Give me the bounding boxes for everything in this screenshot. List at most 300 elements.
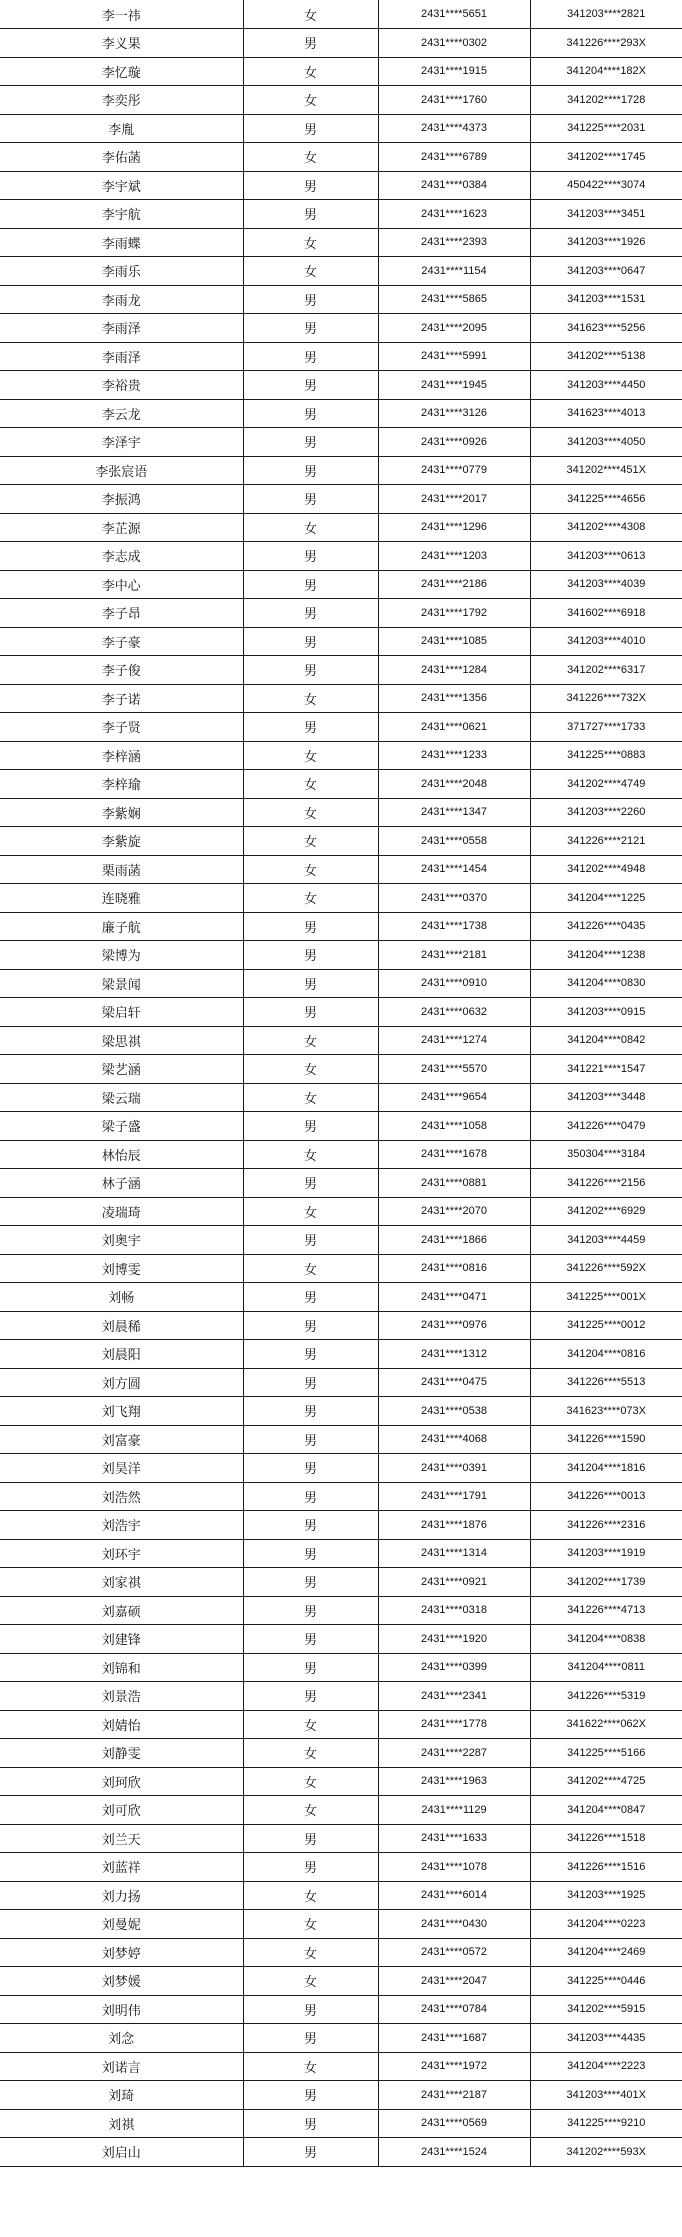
id-number-cell: 341203****1531: [530, 285, 682, 314]
id-number-cell: 341204****0847: [530, 1796, 682, 1825]
exam-number-cell: 2431****4068: [378, 1425, 530, 1454]
exam-number-cell: 2431****0572: [378, 1938, 530, 1967]
student-name-cell: 李云龙: [0, 399, 243, 428]
exam-number-cell: 2431****0926: [378, 428, 530, 457]
exam-number-cell: 2431****2341: [378, 1682, 530, 1711]
id-number-cell: 341203****0613: [530, 542, 682, 571]
exam-number-cell: 2431****0430: [378, 1910, 530, 1939]
student-name-cell: 李裕贵: [0, 371, 243, 400]
table-row: [0, 2109, 682, 2138]
exam-number-cell: 2431****1085: [378, 627, 530, 656]
gender-cell: 男: [243, 456, 378, 485]
id-number-cell: 450422****3074: [530, 171, 682, 200]
exam-number-cell: 2431****0384: [378, 171, 530, 200]
exam-number-cell: 2431****1296: [378, 513, 530, 542]
student-name-cell: 李雨龙: [0, 285, 243, 314]
id-number-cell: 341203****401X: [530, 2081, 682, 2110]
student-name-cell: 刘博雯: [0, 1254, 243, 1283]
id-number-cell: 341623****073X: [530, 1397, 682, 1426]
id-number-cell: 341225****5166: [530, 1739, 682, 1768]
exam-number-cell: 2431****0302: [378, 29, 530, 58]
id-number-cell: 341202****6929: [530, 1197, 682, 1226]
exam-number-cell: 2431****5865: [378, 285, 530, 314]
gender-cell: 男: [243, 1568, 378, 1597]
gender-cell: 女: [243, 684, 378, 713]
table-row: [0, 1796, 682, 1825]
id-number-cell: 341225****4656: [530, 485, 682, 514]
gender-cell: 女: [243, 855, 378, 884]
gender-cell: 男: [243, 1368, 378, 1397]
id-number-cell: 341202****4749: [530, 770, 682, 799]
gender-cell: 女: [243, 1055, 378, 1084]
exam-number-cell: 2431****0784: [378, 1995, 530, 2024]
table-row: [0, 1853, 682, 1882]
id-number-cell: 341204****0842: [530, 1026, 682, 1055]
id-number-cell: 341203****1925: [530, 1881, 682, 1910]
exam-number-cell: 2431****0976: [378, 1311, 530, 1340]
student-name-cell: 刘富豪: [0, 1425, 243, 1454]
table-row: [0, 371, 682, 400]
gender-cell: 女: [243, 798, 378, 827]
gender-cell: 男: [243, 2081, 378, 2110]
student-name-cell: 李紫娴: [0, 798, 243, 827]
gender-cell: 男: [243, 912, 378, 941]
id-number-cell: 341202****5138: [530, 342, 682, 371]
id-number-cell: 341203****4010: [530, 627, 682, 656]
gender-cell: 男: [243, 1596, 378, 1625]
gender-cell: 女: [243, 1767, 378, 1796]
student-name-cell: 林子涵: [0, 1169, 243, 1198]
student-name-cell: 李振鸿: [0, 485, 243, 514]
gender-cell: 女: [243, 1254, 378, 1283]
student-name-cell: 李子诺: [0, 684, 243, 713]
gender-cell: 男: [243, 342, 378, 371]
student-name-cell: 梁博为: [0, 941, 243, 970]
exam-number-cell: 2431****6789: [378, 143, 530, 172]
table-row: [0, 1226, 682, 1255]
gender-cell: 男: [243, 941, 378, 970]
student-name-cell: 李紫旋: [0, 827, 243, 856]
student-name-cell: 廉子航: [0, 912, 243, 941]
exam-number-cell: 2431****1129: [378, 1796, 530, 1825]
gender-cell: 男: [243, 1397, 378, 1426]
gender-cell: 男: [243, 371, 378, 400]
id-number-cell: 341226****1516: [530, 1853, 682, 1882]
gender-cell: 男: [243, 314, 378, 343]
gender-cell: 男: [243, 627, 378, 656]
student-name-cell: 刘兰天: [0, 1824, 243, 1853]
student-name-cell: 刘飞翔: [0, 1397, 243, 1426]
table-row: [0, 1625, 682, 1654]
id-number-cell: 341204****0838: [530, 1625, 682, 1654]
id-number-cell: 341202****4725: [530, 1767, 682, 1796]
table-row: [0, 1454, 682, 1483]
student-name-cell: 刘可欣: [0, 1796, 243, 1825]
id-number-cell: 341203****4459: [530, 1226, 682, 1255]
id-number-cell: 341204****0811: [530, 1653, 682, 1682]
exam-number-cell: 2431****0538: [378, 1397, 530, 1426]
id-number-cell: 341203****2821: [530, 0, 682, 29]
gender-cell: 男: [243, 656, 378, 685]
student-name-cell: 李奕彤: [0, 86, 243, 115]
exam-number-cell: 2431****1274: [378, 1026, 530, 1055]
table-row: [0, 1881, 682, 1910]
id-number-cell: 341204****2223: [530, 2052, 682, 2081]
student-name-cell: 刘启山: [0, 2138, 243, 2167]
table-row: [0, 285, 682, 314]
student-name-cell: 刘琦: [0, 2081, 243, 2110]
gender-cell: 女: [243, 770, 378, 799]
gender-cell: 男: [243, 1283, 378, 1312]
gender-cell: 男: [243, 570, 378, 599]
table-row: [0, 1967, 682, 1996]
exam-number-cell: 2431****5570: [378, 1055, 530, 1084]
id-number-cell: 341203****4435: [530, 2024, 682, 2053]
exam-number-cell: 2431****0558: [378, 827, 530, 856]
gender-cell: 男: [243, 1995, 378, 2024]
gender-cell: 男: [243, 200, 378, 229]
id-number-cell: 341225****9210: [530, 2109, 682, 2138]
id-number-cell: 341202****4948: [530, 855, 682, 884]
id-number-cell: 371727****1733: [530, 713, 682, 742]
id-number-cell: 341226****732X: [530, 684, 682, 713]
student-name-cell: 刘晨稀: [0, 1311, 243, 1340]
student-name-cell: 刘力扬: [0, 1881, 243, 1910]
id-number-cell: 341623****5256: [530, 314, 682, 343]
id-number-cell: 341202****4308: [530, 513, 682, 542]
gender-cell: 女: [243, 1938, 378, 1967]
gender-cell: 男: [243, 1853, 378, 1882]
table-row: [0, 1482, 682, 1511]
table-row: [0, 570, 682, 599]
table-row: [0, 542, 682, 571]
exam-number-cell: 2431****1203: [378, 542, 530, 571]
student-name-cell: 刘静雯: [0, 1739, 243, 1768]
id-number-cell: 341225****0883: [530, 741, 682, 770]
gender-cell: 女: [243, 143, 378, 172]
student-name-cell: 刘浩然: [0, 1482, 243, 1511]
student-name-cell: 刘晨阳: [0, 1340, 243, 1369]
exam-number-cell: 2431****4373: [378, 114, 530, 143]
gender-cell: 男: [243, 1539, 378, 1568]
gender-cell: 男: [243, 998, 378, 1027]
table-row: [0, 171, 682, 200]
exam-number-cell: 2431****2186: [378, 570, 530, 599]
id-number-cell: 341203****3451: [530, 200, 682, 229]
student-name-cell: 梁启轩: [0, 998, 243, 1027]
student-name-cell: 李中心: [0, 570, 243, 599]
exam-number-cell: 2431****2070: [378, 1197, 530, 1226]
exam-number-cell: 2431****1791: [378, 1482, 530, 1511]
id-number-cell: 341622****062X: [530, 1710, 682, 1739]
student-name-cell: 李宇航: [0, 200, 243, 229]
table-row: [0, 29, 682, 58]
id-number-cell: 341226****0435: [530, 912, 682, 941]
id-number-cell: 341226****2316: [530, 1511, 682, 1540]
id-number-cell: 341226****1590: [530, 1425, 682, 1454]
student-name-cell: 李义果: [0, 29, 243, 58]
student-name-cell: 刘梦媛: [0, 1967, 243, 1996]
exam-number-cell: 2431****5991: [378, 342, 530, 371]
student-name-cell: 刘浩宇: [0, 1511, 243, 1540]
student-name-cell: 刘曼妮: [0, 1910, 243, 1939]
exam-number-cell: 2431****0816: [378, 1254, 530, 1283]
gender-cell: 男: [243, 2024, 378, 2053]
gender-cell: 女: [243, 741, 378, 770]
table-row: [0, 1539, 682, 1568]
student-name-cell: 李梓瑜: [0, 770, 243, 799]
exam-number-cell: 2431****1314: [378, 1539, 530, 1568]
student-name-cell: 刘嘉硕: [0, 1596, 243, 1625]
table-row: [0, 1653, 682, 1682]
table-row: [0, 1254, 682, 1283]
table-row: [0, 941, 682, 970]
table-row: [0, 656, 682, 685]
student-name-cell: 刘诺言: [0, 2052, 243, 2081]
exam-number-cell: 2431****1760: [378, 86, 530, 115]
table-row: [0, 684, 682, 713]
table-row: [0, 969, 682, 998]
gender-cell: 女: [243, 1881, 378, 1910]
exam-number-cell: 2431****0910: [378, 969, 530, 998]
id-number-cell: 341204****1238: [530, 941, 682, 970]
table-row: [0, 2052, 682, 2081]
student-name-cell: 刘梦婷: [0, 1938, 243, 1967]
gender-cell: 男: [243, 2138, 378, 2167]
table-row: [0, 1739, 682, 1768]
student-name-cell: 刘念: [0, 2024, 243, 2053]
gender-cell: 男: [243, 1682, 378, 1711]
table-row: [0, 1824, 682, 1853]
gender-cell: 女: [243, 1739, 378, 1768]
student-name-cell: 栗雨菡: [0, 855, 243, 884]
gender-cell: 女: [243, 1710, 378, 1739]
student-name-cell: 刘家祺: [0, 1568, 243, 1597]
exam-number-cell: 2431****6014: [378, 1881, 530, 1910]
table-row: [0, 1596, 682, 1625]
table-row: [0, 1169, 682, 1198]
exam-number-cell: 2431****1524: [378, 2138, 530, 2167]
id-number-cell: 341204****1225: [530, 884, 682, 913]
student-name-cell: 李雨泽: [0, 342, 243, 371]
table-row: [0, 0, 682, 29]
exam-number-cell: 2431****0881: [378, 1169, 530, 1198]
student-name-cell: 李宇斌: [0, 171, 243, 200]
student-name-cell: 李芷源: [0, 513, 243, 542]
id-number-cell: 341221****1547: [530, 1055, 682, 1084]
exam-number-cell: 2431****1945: [378, 371, 530, 400]
student-name-cell: 刘锦和: [0, 1653, 243, 1682]
table-row: [0, 1055, 682, 1084]
student-name-cell: 李一祎: [0, 0, 243, 29]
exam-number-cell: 2431****1792: [378, 599, 530, 628]
id-number-cell: 350304****3184: [530, 1140, 682, 1169]
id-number-cell: 341202****451X: [530, 456, 682, 485]
id-number-cell: 341225****0012: [530, 1311, 682, 1340]
table-row: [0, 1311, 682, 1340]
gender-cell: 女: [243, 513, 378, 542]
table-row: [0, 114, 682, 143]
table-row: [0, 1767, 682, 1796]
table-row: [0, 741, 682, 770]
exam-number-cell: 2431****0621: [378, 713, 530, 742]
student-name-cell: 刘祺: [0, 2109, 243, 2138]
table-row: [0, 1112, 682, 1141]
exam-number-cell: 2431****2017: [378, 485, 530, 514]
exam-number-cell: 2431****5651: [378, 0, 530, 29]
table-row: [0, 1568, 682, 1597]
gender-cell: 男: [243, 114, 378, 143]
exam-number-cell: 2431****2048: [378, 770, 530, 799]
table-row: [0, 1511, 682, 1540]
student-name-cell: 刘昊洋: [0, 1454, 243, 1483]
gender-cell: 女: [243, 1967, 378, 1996]
id-number-cell: 341226****0479: [530, 1112, 682, 1141]
id-number-cell: 341204****1816: [530, 1454, 682, 1483]
gender-cell: 女: [243, 86, 378, 115]
exam-number-cell: 2431****1233: [378, 741, 530, 770]
table-row: [0, 1140, 682, 1169]
id-number-cell: 341203****4050: [530, 428, 682, 457]
exam-number-cell: 2431****0471: [378, 1283, 530, 1312]
id-number-cell: 341226****5319: [530, 1682, 682, 1711]
exam-number-cell: 2431****2181: [378, 941, 530, 970]
student-name-cell: 梁景闻: [0, 969, 243, 998]
student-name-cell: 连晓雅: [0, 884, 243, 913]
gender-cell: 女: [243, 884, 378, 913]
gender-cell: 男: [243, 29, 378, 58]
student-name-cell: 林怡辰: [0, 1140, 243, 1169]
student-name-cell: 李雨蝶: [0, 228, 243, 257]
id-number-cell: 341203****4450: [530, 371, 682, 400]
exam-number-cell: 2431****1356: [378, 684, 530, 713]
table-row: [0, 342, 682, 371]
exam-number-cell: 2431****1738: [378, 912, 530, 941]
id-number-cell: 341226****2156: [530, 1169, 682, 1198]
student-name-cell: 李忆璇: [0, 57, 243, 86]
student-name-cell: 李梓涵: [0, 741, 243, 770]
exam-number-cell: 2431****0318: [378, 1596, 530, 1625]
student-name-cell: 刘明伟: [0, 1995, 243, 2024]
exam-number-cell: 2431****1778: [378, 1710, 530, 1739]
table-row: [0, 1710, 682, 1739]
table-row: [0, 884, 682, 913]
table-row: [0, 485, 682, 514]
exam-number-cell: 2431****1454: [378, 855, 530, 884]
exam-number-cell: 2431****0632: [378, 998, 530, 1027]
student-name-cell: 梁思祺: [0, 1026, 243, 1055]
exam-number-cell: 2431****0779: [378, 456, 530, 485]
id-number-cell: 341204****0816: [530, 1340, 682, 1369]
table-row: [0, 855, 682, 884]
student-name-cell: 李胤: [0, 114, 243, 143]
id-number-cell: 341203****2260: [530, 798, 682, 827]
table-row: [0, 57, 682, 86]
student-name-cell: 李佑菡: [0, 143, 243, 172]
id-number-cell: 341203****0647: [530, 257, 682, 286]
gender-cell: 女: [243, 0, 378, 29]
student-name-cell: 李子昂: [0, 599, 243, 628]
id-number-cell: 341202****1728: [530, 86, 682, 115]
student-name-cell: 刘珂欣: [0, 1767, 243, 1796]
gender-cell: 男: [243, 1653, 378, 1682]
student-name-cell: 刘方圆: [0, 1368, 243, 1397]
table-row: [0, 2081, 682, 2110]
gender-cell: 女: [243, 1140, 378, 1169]
gender-cell: 女: [243, 57, 378, 86]
id-number-cell: 341203****3448: [530, 1083, 682, 1112]
id-number-cell: 341204****182X: [530, 57, 682, 86]
table-row: [0, 1425, 682, 1454]
id-number-cell: 341226****1518: [530, 1824, 682, 1853]
id-number-cell: 341204****2469: [530, 1938, 682, 1967]
exam-number-cell: 2431****2187: [378, 2081, 530, 2110]
gender-cell: 男: [243, 285, 378, 314]
table-row: [0, 713, 682, 742]
table-row: [0, 257, 682, 286]
exam-number-cell: 2431****1920: [378, 1625, 530, 1654]
exam-number-cell: 2431****0391: [378, 1454, 530, 1483]
table-row: [0, 998, 682, 1027]
table-row: [0, 1283, 682, 1312]
id-number-cell: 341203****1926: [530, 228, 682, 257]
gender-cell: 男: [243, 1169, 378, 1198]
id-number-cell: 341204****0830: [530, 969, 682, 998]
gender-cell: 男: [243, 1511, 378, 1540]
student-name-cell: 梁子盛: [0, 1112, 243, 1141]
exam-number-cell: 2431****1078: [378, 1853, 530, 1882]
table-row: [0, 912, 682, 941]
id-number-cell: 341203****0915: [530, 998, 682, 1027]
gender-cell: 女: [243, 1026, 378, 1055]
id-number-cell: 341204****0223: [530, 1910, 682, 1939]
exam-number-cell: 2431****1972: [378, 2052, 530, 2081]
table-row: [0, 428, 682, 457]
gender-cell: 男: [243, 713, 378, 742]
student-name-cell: 李子豪: [0, 627, 243, 656]
table-row: [0, 1397, 682, 1426]
exam-number-cell: 2431****0921: [378, 1568, 530, 1597]
exam-number-cell: 2431****0569: [378, 2109, 530, 2138]
gender-cell: 女: [243, 1796, 378, 1825]
gender-cell: 男: [243, 542, 378, 571]
id-number-cell: 341623****4013: [530, 399, 682, 428]
table-row: [0, 456, 682, 485]
id-number-cell: 341226****592X: [530, 1254, 682, 1283]
gender-cell: 男: [243, 2109, 378, 2138]
table-row: [0, 1995, 682, 2024]
gender-cell: 女: [243, 257, 378, 286]
table-row: [0, 1938, 682, 1967]
id-number-cell: 341226****5513: [530, 1368, 682, 1397]
student-name-cell: 梁艺涵: [0, 1055, 243, 1084]
table-row: [0, 770, 682, 799]
table-row: [0, 1340, 682, 1369]
table-row: [0, 1368, 682, 1397]
exam-number-cell: 2431****1915: [378, 57, 530, 86]
student-name-cell: 刘婧怡: [0, 1710, 243, 1739]
table-row: [0, 86, 682, 115]
gender-cell: 男: [243, 1311, 378, 1340]
exam-number-cell: 2431****1347: [378, 798, 530, 827]
gender-cell: 女: [243, 228, 378, 257]
id-number-cell: 341225****001X: [530, 1283, 682, 1312]
gender-cell: 女: [243, 827, 378, 856]
gender-cell: 男: [243, 1625, 378, 1654]
student-name-cell: 刘景浩: [0, 1682, 243, 1711]
table-row: [0, 143, 682, 172]
table-row: [0, 399, 682, 428]
